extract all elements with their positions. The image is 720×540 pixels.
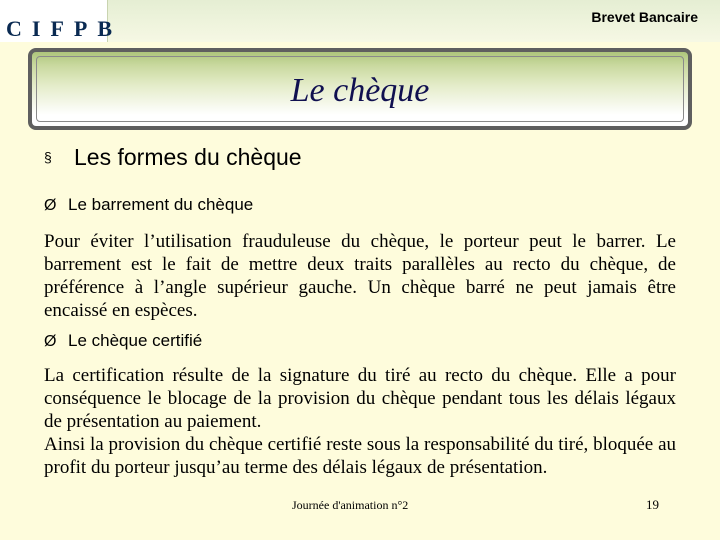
section-heading [44, 144, 302, 171]
title-box [28, 48, 692, 130]
section-label: Les formes du chèque [74, 144, 302, 170]
subheading-certifie [44, 331, 202, 351]
arrow-bullet-icon: Ø [44, 333, 57, 350]
paragraph-certification: La certification résulte de la signature du tiré au recto du chèque. Elle a pour conséquence le blocage de la provision du chèque pendant tous les délais légaux de présentation au paiement. [44, 365, 676, 432]
footer-text: Journée d'animation n°2 [292, 498, 409, 512]
cifpb-logo [0, 0, 122, 42]
paragraph-certifie [44, 364, 676, 479]
subheading-label: Le barrement du chèque [68, 195, 254, 214]
page-number: 19 [646, 497, 659, 512]
logo-text: CIFPB [6, 16, 122, 41]
square-bullet-icon: § [44, 149, 52, 165]
paragraph-barrement: Pour éviter l’utilisation frauduleuse du chèque, le porteur peut le barrer. Le barrement est le fait de mettre deux traits parallèles au recto du chèque, de préférence à l’angle supérieur gauche. Un chèque barré ne peut jamais être encaissé en espèces. [44, 231, 676, 321]
slide-title: Le chèque [290, 72, 430, 109]
subheading-barrement [44, 195, 253, 215]
subheading-label: Le chèque certifié [68, 331, 203, 350]
header-label: Brevet Bancaire [591, 9, 698, 25]
paragraph-provision: Ainsi la provision du chèque certifié reste sous la responsabilité du tiré, bloquée au profit du porteur jusqu’au terme des délais légaux de présentation. [44, 434, 676, 478]
arrow-bullet-icon: Ø [44, 197, 57, 214]
